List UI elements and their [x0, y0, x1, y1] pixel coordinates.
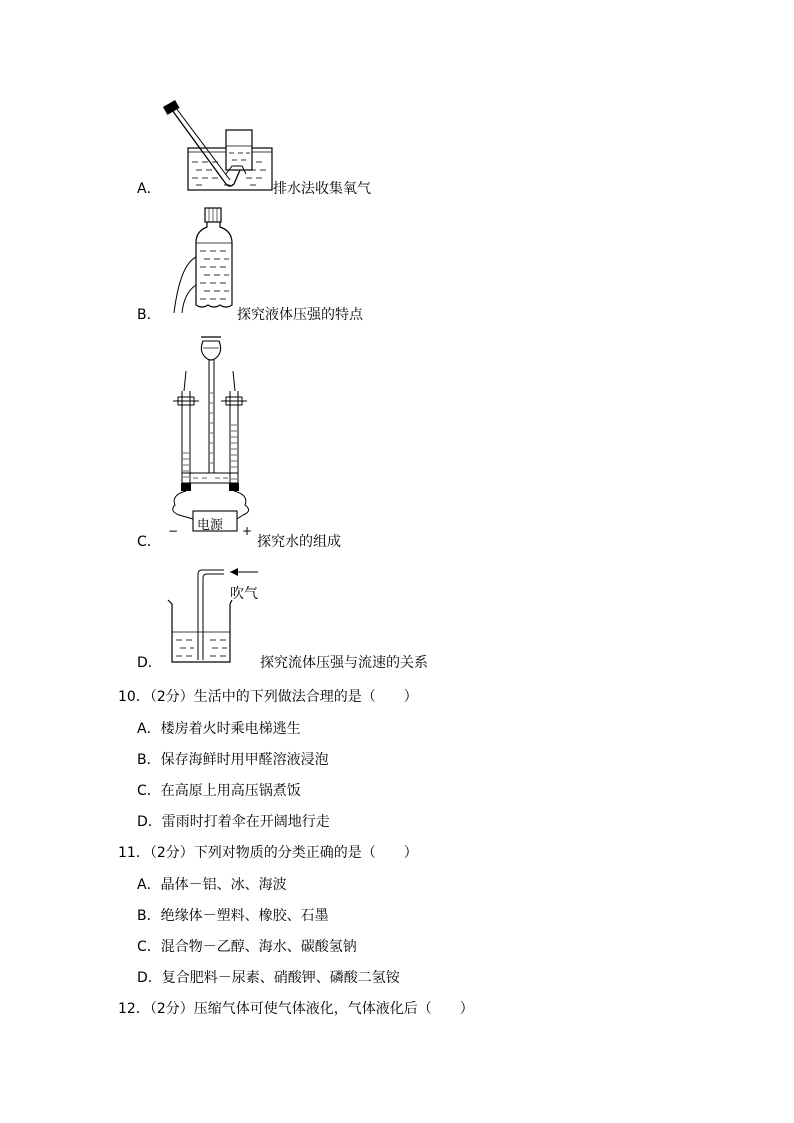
- figure-d-diagram: [160, 564, 270, 664]
- blow-air-label: 吹气: [230, 586, 258, 602]
- power-supply-label: 电源: [197, 518, 224, 533]
- option-c-letter: C．: [137, 534, 161, 550]
- figure-a-caption: 排水法收集氧气: [273, 181, 371, 197]
- question-11-option-b: B．绝缘体－塑料、橡胶、石墨: [137, 908, 329, 924]
- question-10-stem: 10．（2分）生活中的下列做法合理的是（ ）: [118, 689, 418, 705]
- question-10-option-d: D．雷雨时打着伞在开阔地行走: [137, 814, 330, 830]
- question-10-option-c: C．在高原上用高压锅煮饭: [137, 783, 301, 799]
- figure-b-diagram: [162, 205, 252, 320]
- question-11-option-a: A．晶体－铝、冰、海波: [137, 877, 287, 893]
- option-b-letter: B．: [137, 307, 161, 323]
- plus-sign: +: [242, 524, 253, 538]
- question-12-stem: 12．（2分）压缩气体可使气体液化，气体液化后（ ）: [118, 1001, 474, 1017]
- figure-b-caption: 探究液体压强的特点: [237, 307, 363, 323]
- minus-sign: −: [168, 524, 179, 538]
- question-11-stem: 11．（2分）下列对物质的分类正确的是（ ）: [118, 845, 418, 861]
- question-11-option-d: D．复合肥料－尿素、硝酸钾、磷酸二氢铵: [137, 970, 400, 986]
- question-10-option-a: A．楼房着火时乘电梯逃生: [137, 721, 301, 737]
- figure-d-caption: 探究流体压强与流速的关系: [260, 655, 428, 671]
- option-d-letter: D．: [137, 655, 162, 671]
- question-10-option-b: B．保存海鲜时用甲醛溶液浸泡: [137, 752, 329, 768]
- question-11-option-c: C．混合物－乙醇、海水、碳酸氢钠: [137, 939, 357, 955]
- option-a-letter: A．: [137, 181, 161, 197]
- figure-c-diagram: [165, 333, 265, 543]
- figure-c-caption: 探究水的组成: [257, 534, 341, 550]
- figure-a-diagram: [160, 100, 280, 195]
